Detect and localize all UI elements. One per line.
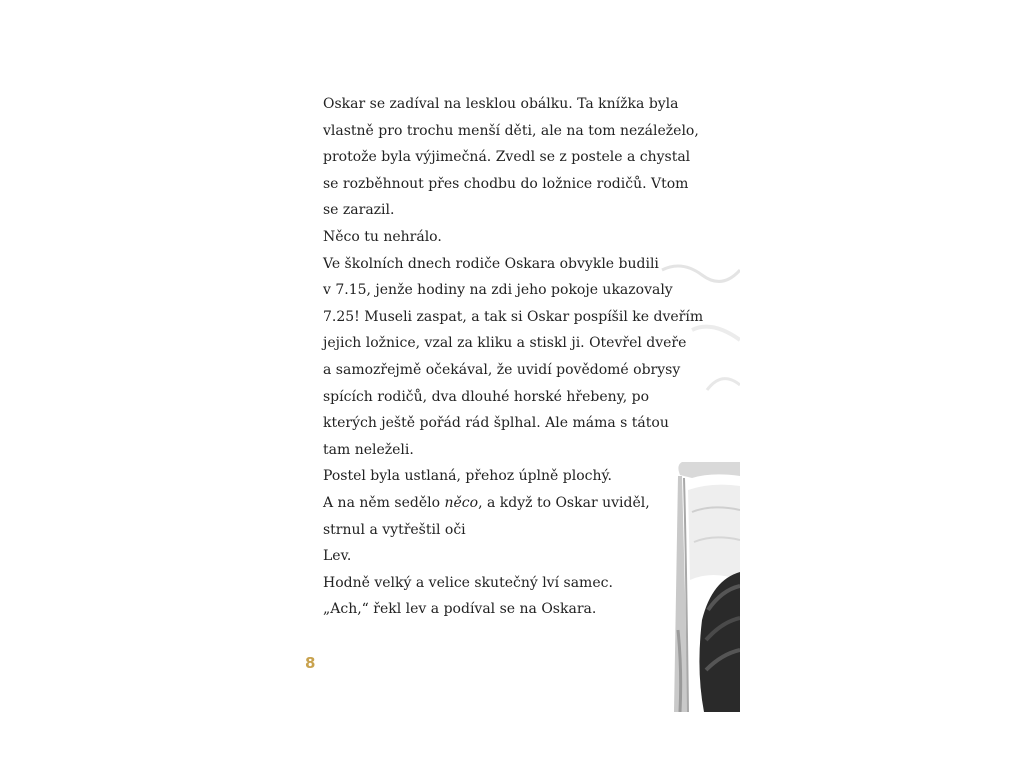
text-line: se zarazil. xyxy=(323,202,395,219)
paragraph xyxy=(306,490,651,543)
text-line: strnul a vytřeštil oči xyxy=(323,521,466,538)
text-line: protože byla výjimečná. Zvedl se z postele a chystal xyxy=(323,149,691,166)
paragraph xyxy=(306,91,699,224)
text-line: 7.25! Museli zaspat, a tak si Oskar pospíšil ke dveřím xyxy=(323,308,704,325)
text-line: v 7.15, jenže hodiny na zdi jeho pokoje ukazovaly xyxy=(323,282,673,299)
text-line: tam neleželi. xyxy=(323,441,414,458)
text-line: kterých ještě pořád rád šplhal. Ale máma s tátou xyxy=(323,415,669,432)
text-line: jejich ložnice, vzal za kliku a stiskl ji. Otevřel dveře xyxy=(323,335,687,352)
paragraph xyxy=(306,224,651,251)
paragraph xyxy=(306,251,704,464)
text-line: Lev. xyxy=(323,548,352,565)
text-line: spících rodičů, dva dlouhé horské hřebeny, po xyxy=(323,388,650,405)
text-line: Něco tu nehrálo. xyxy=(323,228,442,245)
paragraph xyxy=(306,463,651,490)
text-line: vlastně pro trochu menší děti, ale na tom nezáleželo, xyxy=(323,122,699,139)
page-number: 8 xyxy=(305,654,316,672)
text-line: Postel byla ustlaná, přehoz úplně plochý. xyxy=(323,468,613,485)
paragraph xyxy=(306,543,651,570)
text-line: Oskar se zadíval na lesklou obálku. Ta knížka byla xyxy=(323,96,679,112)
paragraph xyxy=(306,570,651,597)
lion-illustration-icon xyxy=(652,250,740,712)
text-line: „Ach,“ řekl lev a podíval se na Oskara. xyxy=(323,601,597,618)
body-text xyxy=(306,91,704,623)
text-line: a samozřejmě očekával, že uvidí povědomé obrysy xyxy=(323,361,681,378)
text-line: Ve školních dnech rodiče Oskara obvykle budili xyxy=(323,255,659,272)
text-line: A na něm sedělo něco, a když to Oskar uviděl, xyxy=(323,494,650,511)
paragraph xyxy=(306,596,651,623)
text-line: se rozběhnout přes chodbu do ložnice rodičů. Vtom xyxy=(323,175,689,192)
text-line: Hodně velký a velice skutečný lví samec. xyxy=(323,574,613,591)
